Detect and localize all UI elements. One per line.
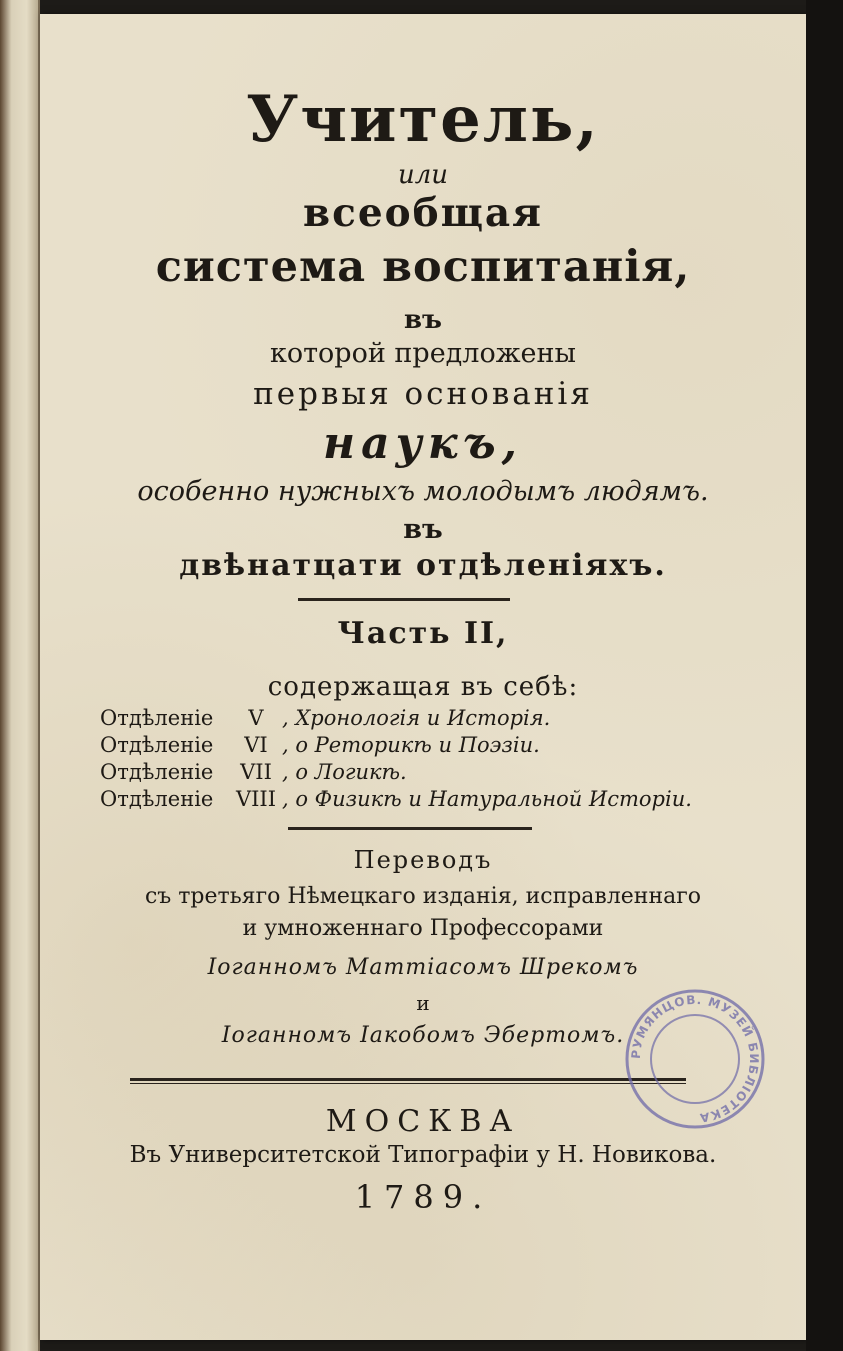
book-title: Учитель, — [246, 82, 600, 157]
subtitle-line-6: наукъ, — [323, 418, 523, 469]
department-label: Отдѣленіе — [100, 706, 214, 730]
subtitle-line-5: первыя основанія — [253, 376, 593, 412]
department-number: V — [248, 706, 264, 730]
part-heading: Часть II, — [337, 616, 509, 651]
department-number: VII — [240, 760, 272, 784]
subtitle-line-2: система воспитанія, — [155, 242, 691, 292]
subtitle-line-3: въ — [403, 305, 442, 335]
department-line — [100, 760, 720, 784]
author-conjunction: и — [416, 991, 430, 1015]
previous-page-edge — [0, 0, 40, 1351]
department-line — [100, 706, 720, 730]
subtitle-line-1: всеобщая — [303, 190, 543, 236]
department-number: VI — [244, 733, 268, 757]
department-subject: , о Реторикѣ и Поэзіи. — [282, 733, 540, 757]
department-subject: , о Логикѣ. — [282, 760, 407, 784]
department-line — [100, 787, 720, 811]
author-2: Іоганномъ Іакобомъ Эбертомъ. — [221, 1023, 625, 1048]
translation-heading: Переводъ — [353, 846, 493, 874]
department-label: Отдѣленіе — [100, 760, 214, 784]
contents-intro: содержащая въ себѣ: — [267, 672, 579, 702]
author-1: Іоганномъ Маттіасомъ Шрекомъ — [207, 955, 639, 980]
translation-line-1: съ третьяго Нѣмецкаго изданія, исправленнаго — [144, 884, 702, 909]
subtitle-ili: или — [397, 160, 449, 190]
subtitle-line-7: особенно нужныхъ молодымъ людямъ. — [137, 476, 709, 507]
divider-rule-2 — [288, 827, 532, 830]
scan-right-edge — [806, 0, 843, 1351]
imprint-city: МОСКВА — [325, 1104, 521, 1139]
department-line — [100, 733, 720, 757]
library-stamp-icon — [620, 984, 770, 1134]
imprint-publisher: Въ Университетской Типографіи у Н. Новикова. — [129, 1142, 717, 1168]
department-label: Отдѣленіе — [100, 787, 214, 811]
subtitle-line-9: двѣнатцати отдѣленіяхъ. — [179, 548, 667, 583]
stamp-text: РУМЯНЦОВ. МУЗЕЙ БИБЛІОТЕКА — [628, 992, 762, 1126]
subtitle-line-8: въ — [403, 514, 443, 545]
subtitle-line-4: которой предложены — [269, 338, 577, 369]
department-number: VIII — [235, 787, 277, 811]
department-subject: , о Физикѣ и Натуральной Исторіи. — [282, 787, 692, 811]
department-subject: , Хронологія и Исторія. — [282, 706, 551, 730]
translation-line-2: и умноженнаго Профессорами — [242, 916, 604, 941]
divider-rule-3 — [130, 1078, 686, 1081]
divider-rule-1 — [298, 598, 510, 601]
svg-text:РУМЯНЦОВ. МУЗЕЙ БИБЛІОТЕКА — [629, 993, 761, 1125]
department-label: Отдѣленіе — [100, 733, 214, 757]
imprint-year: 1789. — [354, 1178, 492, 1216]
divider-rule-3-thin — [130, 1083, 686, 1084]
